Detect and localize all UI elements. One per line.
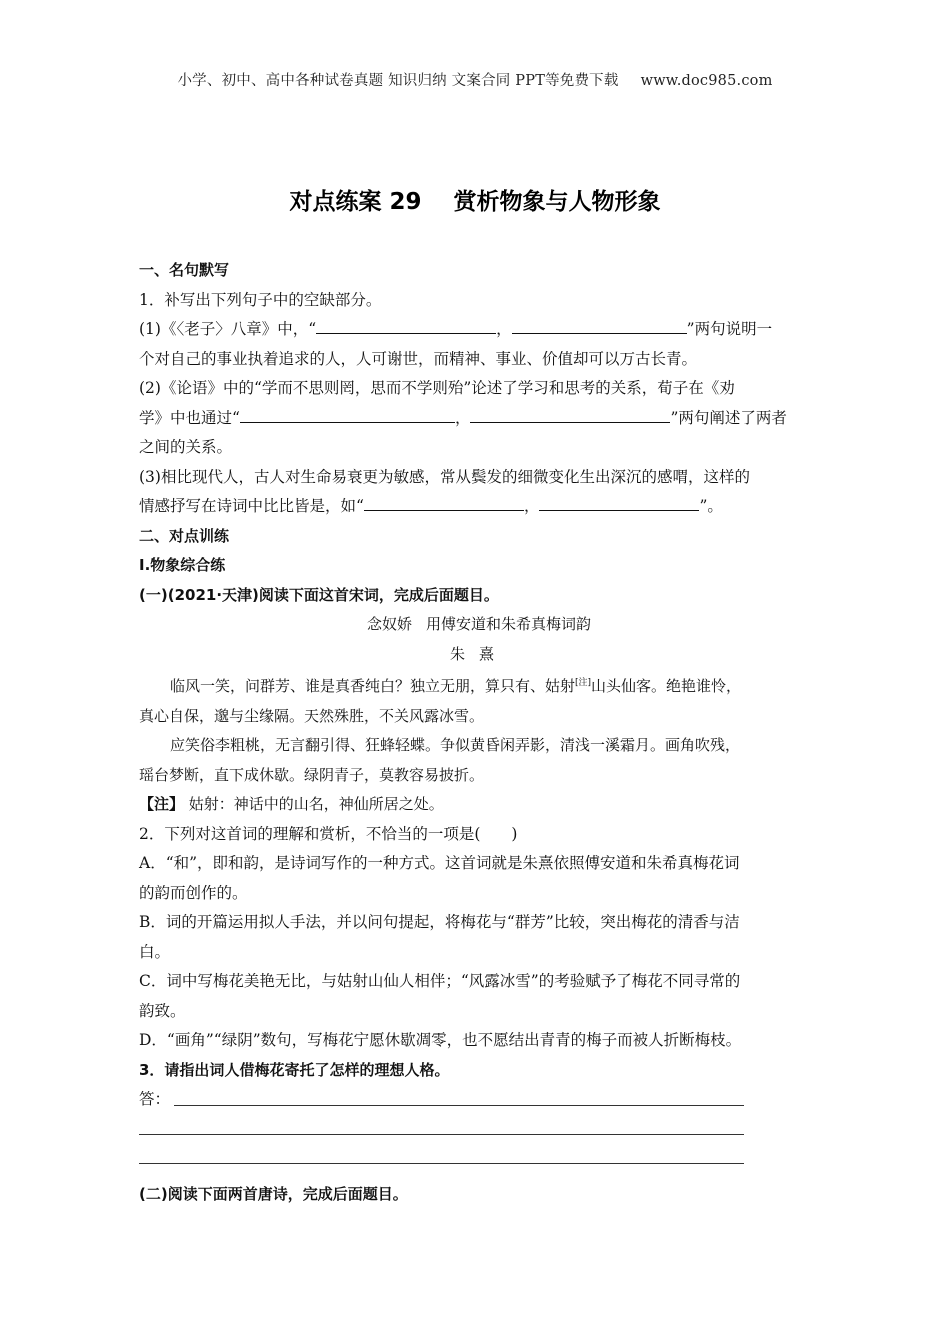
question-3: 3．请指出词人借梅花寄托了怎样的理想人格。 <box>139 1060 450 1079</box>
question-1-2: (2)《论语》中的“学而不思则罔，思而不学则殆”论述了学习和思考的关系，荀子在《劝 <box>139 379 735 397</box>
option-d: D．“画角”“绿阴”数句，写梅花宁愿休歇凋零，也不愿结出青青的梅子而被人折断梅枝。 <box>139 1031 742 1049</box>
question-1: 1．补写出下列句子中的空缺部分。 <box>139 290 382 309</box>
section2-subheading: Ⅰ.物象综合练 <box>139 556 226 574</box>
page-header <box>0 69 950 90</box>
answer-line-3[interactable] <box>139 1143 744 1172</box>
question-2: 2．下列对这首词的理解和赏析，不恰当的一项是( ) <box>139 824 518 843</box>
question-1-2-cont: 之间的关系。 <box>139 438 233 456</box>
poem-author: 朱熹 <box>449 644 508 663</box>
section1-heading: 一、名句默写 <box>139 261 230 279</box>
question-1-1-cont: 个对自己的事业执着追求的人，人可谢世，而精神、事业、价值却可以万古长青。 <box>139 349 698 368</box>
part-2-intro: (二)阅读下面两首唐诗，完成后面题目。 <box>139 1185 408 1203</box>
answer-label: 答： <box>139 1089 171 1108</box>
blank-1-3-b[interactable] <box>539 493 699 511</box>
poem-line-2: 真心自保，邈与尘缘隔。天然殊胜，不关风露冰雪。 <box>139 706 485 725</box>
note-label: 【注】 <box>139 795 185 813</box>
poem-note: 【注】 姑射：神话中的山名，神仙所居之处。 <box>139 795 444 813</box>
blank-1-1-b[interactable] <box>512 316 687 334</box>
option-a-cont: 的韵而创作的。 <box>139 883 248 902</box>
document-body <box>139 256 819 1210</box>
blank-1-2-a[interactable] <box>240 405 455 423</box>
question-1-2-blanks: 学》中也通过“ ， ”两句阐述了两者 <box>139 404 819 434</box>
blank-1-1-a[interactable] <box>316 316 496 334</box>
part-1-intro: (一)(2021·天津)阅读下面这首宋词，完成后面题目。 <box>139 585 499 604</box>
poem-line-4: 瑶台梦断，直下成休歇。绿阴青子，莫教容易披折。 <box>139 765 485 784</box>
option-c-cont: 韵致。 <box>139 1001 186 1020</box>
poem-line-1: 临风一笑，问群芳、谁是真香纯白？独立无朋，算只有、姑射[注]山头仙客。绝艳谁怜， <box>170 677 742 695</box>
option-a: A．“和”，即和韵，是诗词写作的一种方式。这首词就是朱熹依照傅安道和朱希真梅花词 <box>139 854 740 872</box>
question-1-1: (1)《〈老子〉八章》中，“ ， ”两句说明一 <box>139 315 819 345</box>
option-c: C．词中写梅花美艳无比，与姑射山仙人相伴；“风露冰雪”的考验赋予了梅花不同寻常的 <box>139 972 741 990</box>
page-title: 对点练案 29 赏析物象与人物形象 <box>289 189 661 215</box>
poem-title: 念奴娇 用傅安道和朱希真梅词韵 <box>366 615 592 633</box>
answer-line-2[interactable] <box>139 1114 744 1143</box>
question-1-3-blanks: 情感抒写在诗词中比比皆是，如“ ， ”。 <box>139 492 819 522</box>
question-1-3: (3)相比现代人，古人对生命易衰更为敏感，常从鬓发的细微变化生出深沉的感喟，这样的 <box>139 467 750 486</box>
poem-line-3: 应笑俗李粗桃，无言翻引得、狂蜂轻蝶。争似黄昏闲弄影，清浅一溪霜月。画角吹残， <box>170 736 741 754</box>
blank-1-3-a[interactable] <box>364 493 524 511</box>
blank-1-2-b[interactable] <box>470 405 670 423</box>
section2-heading: 二、对点训练 <box>139 526 230 545</box>
answer-line-1[interactable] <box>139 1085 744 1114</box>
note-marker: [注] <box>575 678 592 688</box>
option-b-cont: 白。 <box>139 942 171 961</box>
header-text: 小学、初中、高中各种试卷真题 知识归纳 文案合同 PPT等免费下载 <box>177 73 619 89</box>
option-b: B．词的开篇运用拟人手法，并以问句提起，将梅花与“群芳”比较，突出梅花的清香与洁 <box>139 913 740 931</box>
header-site-link[interactable]: www.doc985.com <box>640 73 773 89</box>
